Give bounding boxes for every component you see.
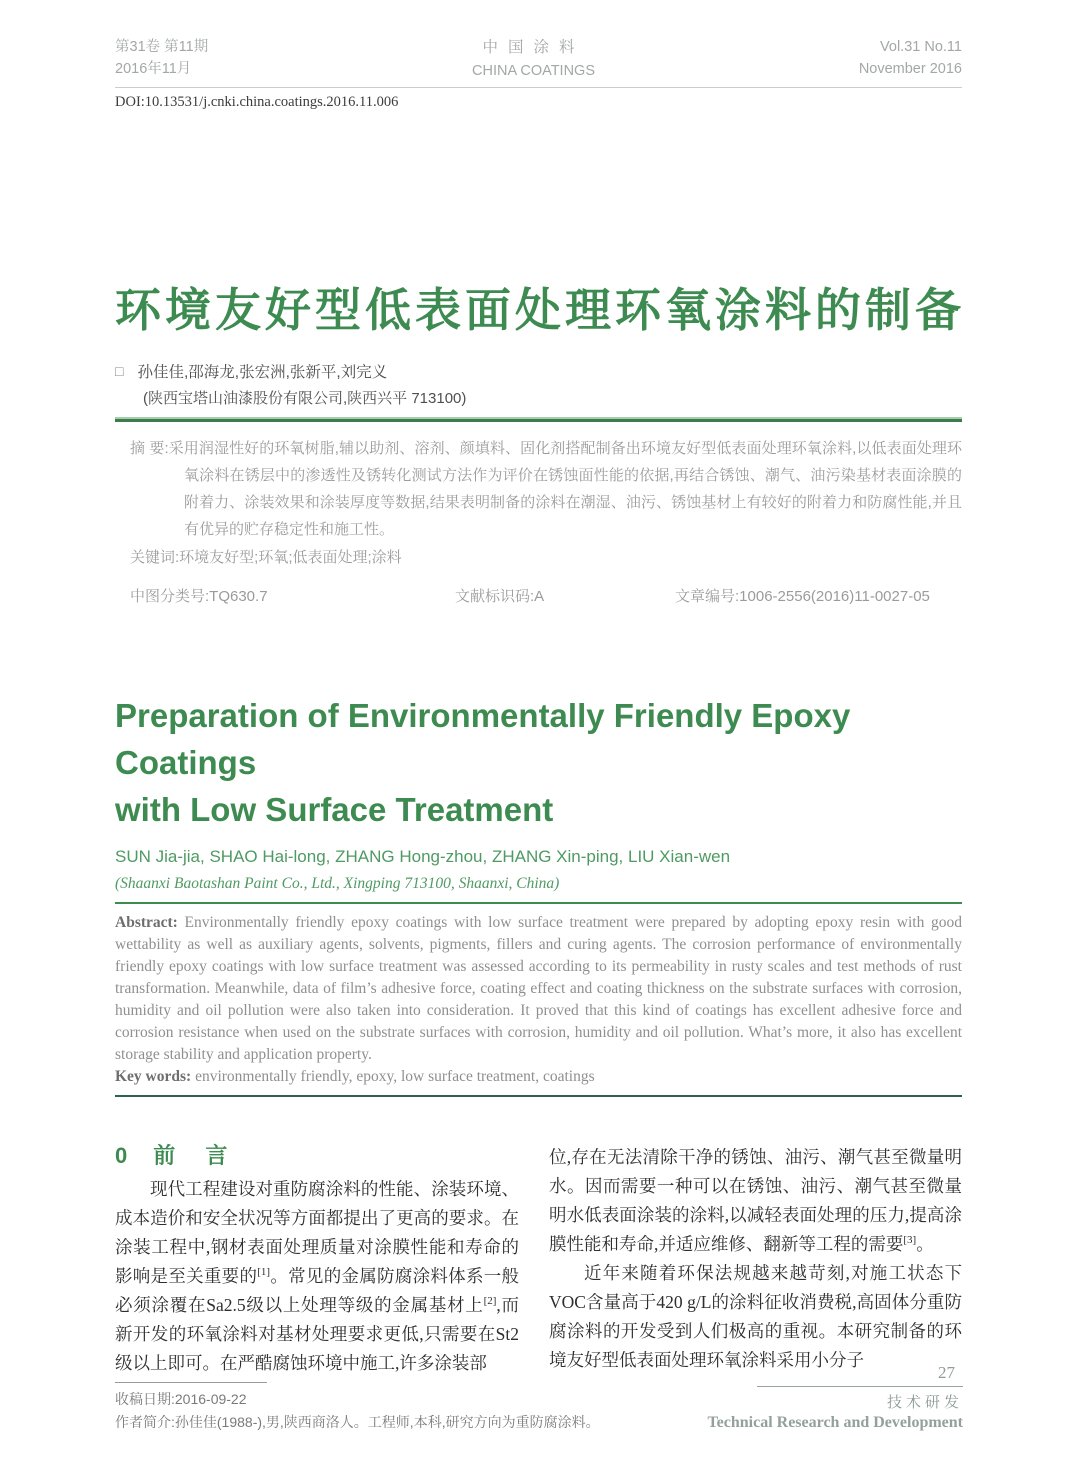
header-date-en: November 2016 <box>858 61 962 78</box>
abstract-cn <box>130 435 962 543</box>
green-rule <box>115 902 962 904</box>
citation-ref: [1] <box>257 1266 271 1279</box>
page-footer <box>707 1363 963 1432</box>
column-right <box>549 1143 962 1378</box>
author-names-cn: 孙佳佳,邵海龙,张宏洲,张新平,刘完义 <box>137 364 388 382</box>
abstract-en-text: Environmentally friendly epoxy coatings with low surface treatment were prepared by adopting epoxy resin with good wettability as well as auxiliary agents, solvents, pigments, fillers and curing agents. The corrosion performance of environmentally friendly epoxy coatings with low surface treatment was assessed according to its permeability in rusty scales and test methods of rust transformation. Meanwhile, data of film’s adhesive force, coating effect and coating thickness on the substrate surfaces with corrosion, humidity and oil pollution were also taken into consideration. It proved that this kind of coatings has excellent adhesive force and corrosion resistance when used on the substrate surfaces with corrosion, humidity and oil pollution. What’s more, it also has excellent storage stability and application property. <box>115 914 962 1064</box>
abstract-cn-text: 采用润湿性好的环氧树脂,辅以助剂、溶剂、颜填料、固化剂搭配制备出环境友好型低表面处理环氧涂料,以低表面处理环氧涂料在锈层中的渗透性及锈转化测试方法作为评价在锈蚀面性能的依据,再结合锈蚀、潮气、油污染基材表面涂膜的附着力、涂装效果和涂装厚度等数据,结果表明制备的涂料在潮湿、油污、锈蚀基材上有较好的附着力和防腐性能,并且有优异的贮存稳定性和施工性。 <box>168 440 962 539</box>
bio-label: 作者简介: <box>115 1414 175 1431</box>
keywords-cn-text: 环境友好型;环氧;低表面处理;涂料 <box>179 549 402 567</box>
author-marker-icon: □ <box>115 363 124 380</box>
clc-value: TQ630.7 <box>209 588 268 606</box>
classification-row <box>130 583 962 610</box>
body-columns <box>115 1143 962 1378</box>
keywords-cn-label: 关键词: <box>130 549 180 567</box>
section-number: 0 <box>115 1143 128 1169</box>
doc-code-label: 文献标识码: <box>455 588 535 606</box>
header-journal-name <box>472 36 595 82</box>
column-name-en: Technical Research and Development <box>707 1414 963 1431</box>
doi: DOI:10.13531/j.cnki.china.coatings.2016.11.006 <box>115 94 399 111</box>
citation-ref: [3] <box>903 1234 917 1247</box>
title-en-line1: Preparation of Environmentally Friendly Epoxy Coatings <box>115 697 851 782</box>
footer-rule <box>757 1386 963 1387</box>
green-divider-bar <box>115 417 962 422</box>
paragraph <box>549 1143 962 1259</box>
citation-ref: [2] <box>483 1295 497 1308</box>
bio-text: 孙佳佳(1988-),男,陕西商洛人。工程师,本科,研究方向为重防腐涂料。 <box>174 1414 600 1431</box>
header-volume-issue <box>115 36 208 81</box>
affiliation-cn: (陕西宝塔山油漆股份有限公司,陕西兴平 713100) <box>143 390 467 408</box>
keywords-en <box>115 1066 962 1088</box>
paragraph-text: 位,存在无法清除干净的锈蚀、油污、潮气甚至微量明水。因而需要一种可以在锈蚀、油污、潮气甚至微量明水低表面涂装的涂料,以减轻表面处理的压力,提高涂膜性能和寿命,并适应维修、翻新等工程的需要 <box>549 1147 962 1255</box>
authors-cn <box>115 360 962 382</box>
article-title-en <box>115 692 962 833</box>
doc-code-value: A <box>534 588 545 606</box>
document-code <box>455 583 675 610</box>
header-date-cn: 2016年11月 <box>115 61 192 78</box>
header-vol-no: Vol.31 No.11 <box>880 39 962 55</box>
article-title-cn: 环境友好型低表面处理环氧涂料的制备 <box>115 284 965 337</box>
header-volume-en <box>859 36 962 81</box>
column-left <box>115 1143 519 1378</box>
abstract-en-block <box>115 912 962 1088</box>
column-name-cn: 技术研发 <box>886 1394 963 1411</box>
journal-header <box>115 0 962 88</box>
journal-name-cn: 中国涂料 <box>482 39 585 56</box>
article-id-value: 1006-2556(2016)11-0027-05 <box>739 588 930 606</box>
section-title: 前 言 <box>153 1143 228 1169</box>
keywords-cn <box>130 544 962 571</box>
article-id-label: 文章编号: <box>675 588 740 606</box>
teal-rule <box>115 1095 962 1097</box>
paragraph-text: 。 <box>916 1234 934 1255</box>
paragraph: 近年来随着环保法规越来越苛刻,对施工状态下VOC含量高于420 g/L的涂料征收消费税,高固体分重防腐涂料的开发受到人们极高的重视。本研究制备的环境友好型低表面处理环氧涂料采用小分子 <box>549 1263 962 1371</box>
page-number: 27 <box>938 1363 955 1382</box>
header-volume-cn: 第31卷 第11期 <box>115 39 209 55</box>
title-en-line2: with Low Surface Treatment <box>115 791 554 829</box>
article-id <box>675 583 962 610</box>
abstract-en-label: Abstract: <box>115 914 178 932</box>
clc-label: 中图分类号: <box>130 588 210 606</box>
affiliation-en: (Shaanxi Baotashan Paint Co., Ltd., Xingping 713100, Shaanxi, China) <box>115 875 560 893</box>
abstract-en <box>115 912 962 1066</box>
abstract-cn-label: 摘 要: <box>130 440 169 458</box>
received-label: 收稿日期: <box>115 1391 175 1408</box>
footnote-rule <box>115 1382 267 1383</box>
abstract-cn-block <box>130 435 962 610</box>
clc-number <box>130 583 455 610</box>
paragraph-text: ,而新开发的环氧涂料对基材处理要求更低,只需要在St2级以上即可。在严酷腐蚀环境中施工,许多涂装部 <box>115 1295 520 1374</box>
received-value: 2016-09-22 <box>174 1391 247 1408</box>
keywords-en-label: Key words: <box>115 1068 192 1086</box>
paragraph-text: 。常见的金属防腐涂料体系一般必须涂覆在Sa2.5级以上处理等级的金属基材上 <box>115 1266 520 1316</box>
paragraph-text: 现代工程建设对重防腐涂料的性能、涂装环境、成本造价和安全状况等方面都提出了更高的要求。在涂装工程中,钢材表面处理质量对涂膜性能和寿命的影响是至关重要的 <box>115 1179 520 1287</box>
journal-name-en: CHINA COATINGS <box>472 63 596 80</box>
authors-en: SUN Jia-jia, SHAO Hai-long, ZHANG Hong-zhou, ZHANG Xin-ping, LIU Xian-wen <box>115 847 731 867</box>
keywords-en-text: environmentally friendly, epoxy, low surface treatment, coatings <box>191 1068 595 1086</box>
paragraph <box>115 1175 519 1378</box>
section-heading-0 <box>115 1143 519 1175</box>
